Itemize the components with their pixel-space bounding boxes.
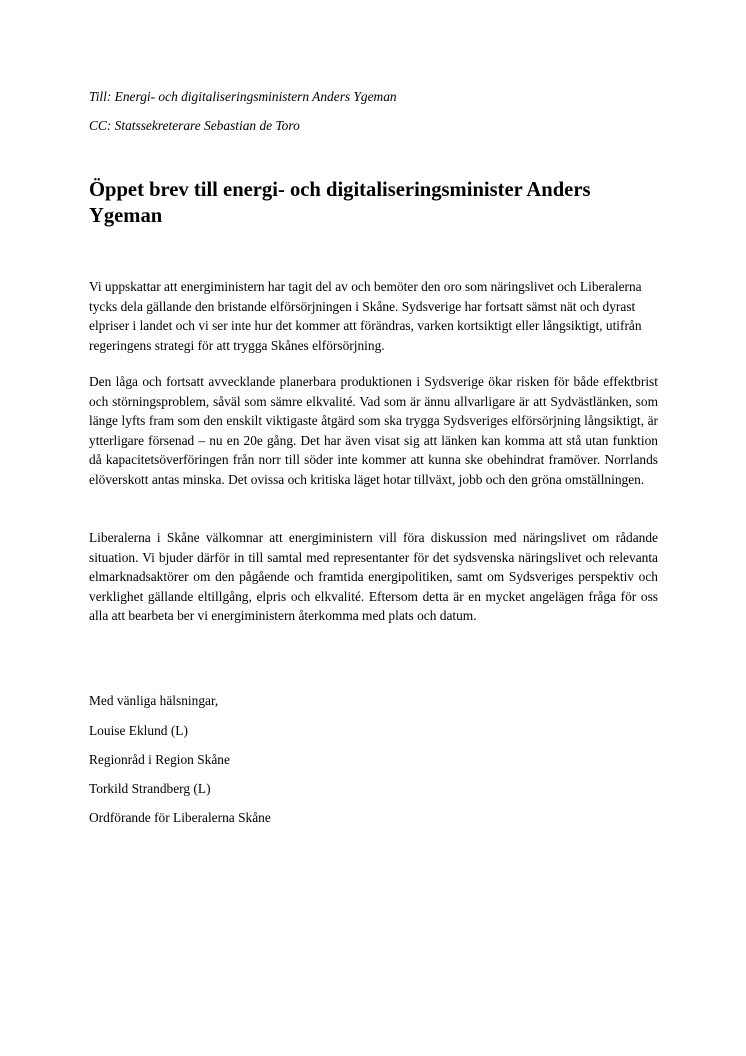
letter-title: Öppet brev till energi- och digitaliseringsminister Anders Ygeman: [89, 179, 591, 227]
signature-name: Torkild Strandberg (L): [89, 781, 211, 796]
cc-line: CC: Statssekreterare Sebastian de Toro: [89, 118, 300, 133]
signature-role: Ordförande för Liberalerna Skåne: [89, 810, 271, 825]
body-paragraph: Vi uppskattar att energiministern har tagit del av och bemöter den oro som näringslivet och Liberalerna tycks dela gällande den bristande elförsörjningen i Skåne. Sydsverige har fortsatt sämst nät och dyrast elpriser i landet och vi ser inte hur det kommer att förändras, varken kortsiktigt eller långsiktigt, utifrån regeringens strategi för att trygga Skånes elförsörjning.: [89, 279, 642, 353]
signature-role: Regionråd i Region Skåne: [89, 752, 230, 767]
closing-salutation: Med vänliga hälsningar,: [89, 693, 219, 708]
signature-name: Louise Eklund (L): [89, 723, 188, 738]
body-paragraph: Liberalerna i Skåne välkomnar att energiministern vill föra diskussion med näringslivet om rådande situation. Vi bjuder därför in till samtal med representanter för det sydsvenska näringslivet och relevanta elmarknadsaktörer om den pågående och framtida energipolitiken, samt om Sydsveriges perspektiv och verklighet gällande eltillgång, elpris och elkvalité. Eftersom detta är en mycket angelägen fråga för oss alla att bearbeta ber vi energiministern återkomma med plats och datum.: [89, 530, 658, 624]
recipient-line: Till: Energi- och digitaliseringsministern Anders Ygeman: [89, 89, 397, 104]
body-paragraph: Den låga och fortsatt avvecklande planerbara produktionen i Sydsverige ökar risken för både effektbrist och störningsproblem, såväl som sämre elkvalité. Vad som är ännu allvarligare är att Sydvästlänken, som länge lyfts fram som den enskilt viktigaste åtgärd som ska trygga Sydsveriges elförsörjning långsiktigt, är ytterligare försenad – nu en 20e gång. Det har även visat sig att länken kan komma att stå utan funktion då kapacitetsöverföringen från norr till söder inte kommer att kunna ske obehindrat framöver. Norrlands elöverskott antas minska. Det ovissa och kritiska läget hotar tillväxt, jobb och den gröna omställningen.: [89, 374, 658, 487]
